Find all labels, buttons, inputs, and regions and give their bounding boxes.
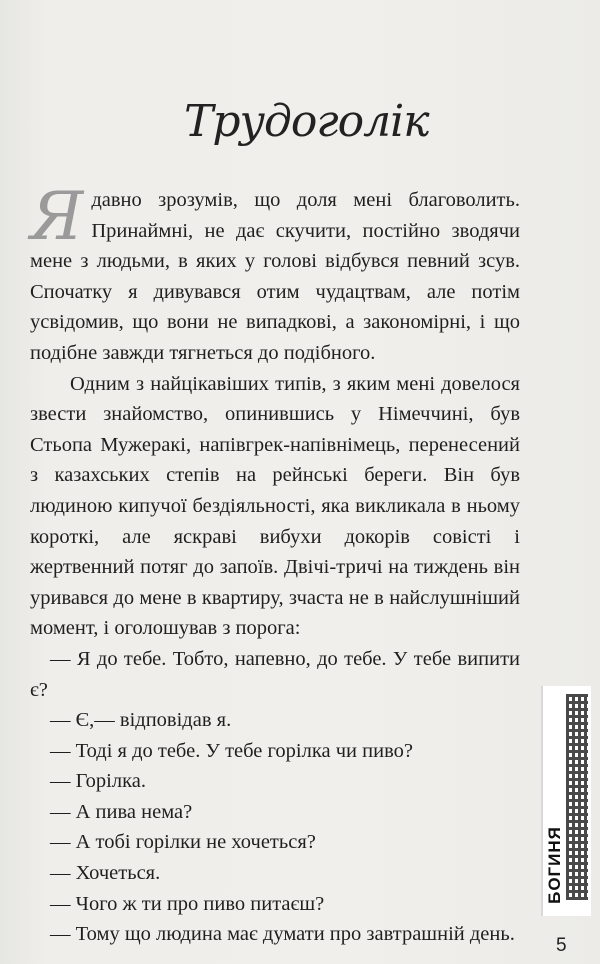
dialog-line: — Є,— відповідав я.	[50, 709, 232, 732]
side-tab-label	[541, 820, 569, 910]
paragraph-2: Одним з найцікавіших типів, з яким мені довелося звести знайомство, опинившись у Німеччині, був Стьопа Мужеракі, напівгрек-напівнімець, перенесений з казахських степів на рейнські береги. Він був людиною кипучої бездіяльності, яка викликала в ньому короткі, але яскраві вибухи докорів совісті і жертвенний потяг до запоїв. Двічі-тричі на тиждень він уривався до мене в квартиру, зчаста не в найслушніший момент, і оголошував з порога:	[30, 372, 520, 640]
paragraph-1	[30, 178, 520, 369]
dialog-line: — Я до тебе. Тобто, напевно, до тебе. У тебе випити є?	[30, 647, 520, 701]
side-tab-text: БОГИНЯ	[545, 826, 565, 904]
chapter-title: Трудоголік	[184, 96, 429, 147]
dialog-line: — Хочеться.	[50, 862, 161, 885]
body-text	[30, 178, 520, 950]
paragraph-1-text: давно зрозумів, що доля мені благоволить. Принаймні, не дає скучити, постійно зводячи мене з людьми, в яких у голові відбувся певний зсув. Спочатку я дивувався отим чудацтвам, але потім усвідомив, що вони не випадкові, а закономірні, і що подібне завжди тягнеться до подібного.	[30, 189, 520, 364]
dialog-line: — Тоді я до тебе. У тебе горілка чи пиво?	[50, 739, 413, 762]
dialog-line: — Чого ж ти про пиво питаєш?	[50, 892, 325, 915]
dialog-line: — Горілка.	[50, 770, 146, 793]
page-number: 5	[556, 935, 567, 956]
dialog-line: — А тобі горілки не хочеться?	[50, 831, 316, 854]
dialog-line: — Тому що людина має думати про завтрашній день.	[50, 923, 515, 946]
dialog-line: — А пива нема?	[50, 800, 193, 823]
drop-cap: Я	[30, 178, 84, 255]
ornament-pattern	[566, 694, 588, 900]
